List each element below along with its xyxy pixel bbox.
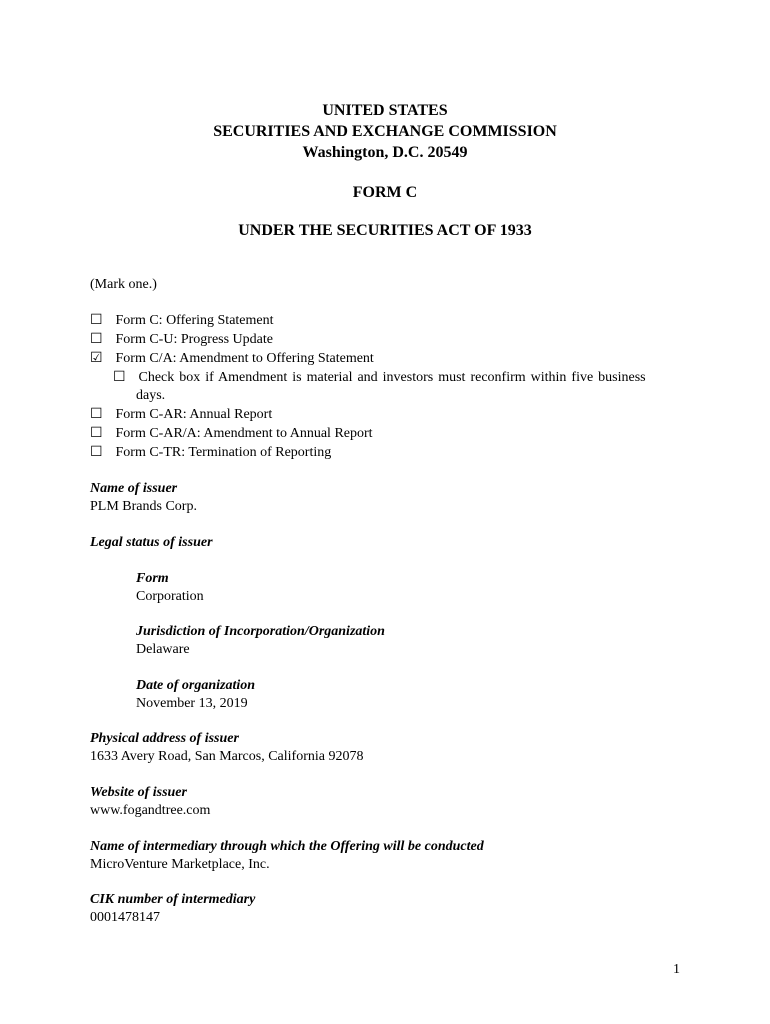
- date-of-organization-value: November 13, 2019: [136, 696, 248, 711]
- checkbox-icon[interactable]: ☐: [90, 426, 103, 441]
- physical-address-label: Physical address of issuer: [90, 731, 239, 746]
- issuer-name-value: PLM Brands Corp.: [90, 499, 197, 514]
- checkbox-row-form-c-u: [90, 331, 273, 349]
- intermediary-label: Name of intermediary through which the Offering will be conducted: [90, 839, 484, 854]
- header-line-2: SECURITIES AND EXCHANGE COMMISSION: [213, 123, 557, 140]
- page-number: 1: [673, 962, 680, 977]
- checkbox-row-material-amendment: [113, 369, 646, 387]
- checkbox-label: Form C-AR/A: Amendment to Annual Report: [115, 426, 373, 441]
- checked-checkbox-icon[interactable]: ☑: [90, 351, 103, 366]
- checkbox-row-form-c-ar-a: [90, 425, 373, 443]
- checkbox-label: Form C: Offering Statement: [115, 313, 274, 328]
- physical-address-value: 1633 Avery Road, San Marcos, California 92078: [90, 749, 364, 764]
- checkbox-row-form-c-tr: [90, 444, 331, 462]
- jurisdiction-value: Delaware: [136, 642, 190, 657]
- intermediary-value: MicroVenture Marketplace, Inc.: [90, 857, 270, 872]
- date-of-organization-label: Date of organization: [136, 678, 256, 693]
- checkbox-label: Form C-TR: Termination of Reporting: [115, 445, 332, 460]
- header-line-1: UNITED STATES: [322, 102, 448, 119]
- checkbox-icon[interactable]: ☐: [90, 445, 103, 460]
- checkbox-row-form-c-a: [90, 350, 374, 368]
- checkbox-label: Form C-AR: Annual Report: [115, 407, 273, 422]
- website-label: Website of issuer: [90, 785, 187, 800]
- checkbox-label: Form C/A: Amendment to Offering Statement: [115, 351, 374, 366]
- website-value[interactable]: www.fogandtree.com: [90, 803, 211, 818]
- form-title: FORM C: [352, 184, 418, 201]
- cik-value: 0001478147: [90, 910, 160, 925]
- checkbox-icon[interactable]: ☐: [113, 370, 126, 385]
- form-label: Form: [136, 571, 169, 586]
- checkbox-icon[interactable]: ☐: [90, 407, 103, 422]
- header-line-3: Washington, D.C. 20549: [302, 144, 468, 161]
- mark-one-instruction: (Mark one.): [90, 277, 157, 292]
- jurisdiction-label: Jurisdiction of Incorporation/Organization: [136, 624, 385, 639]
- act-title: UNDER THE SECURITIES ACT OF 1933: [238, 222, 532, 239]
- form-value: Corporation: [136, 589, 204, 604]
- legal-status-label: Legal status of issuer: [90, 535, 213, 550]
- checkbox-icon[interactable]: ☐: [90, 332, 103, 347]
- cik-label: CIK number of intermediary: [90, 892, 256, 907]
- checkbox-label: Check box if Amendment is material and investors must reconfirm within five business: [138, 370, 646, 385]
- checkbox-row-form-c-ar: [90, 406, 272, 424]
- checkbox-label: Form C-U: Progress Update: [115, 332, 273, 347]
- checkbox-icon[interactable]: ☐: [90, 313, 103, 328]
- issuer-name-label: Name of issuer: [90, 481, 178, 496]
- checkbox-row-form-c: [90, 312, 274, 330]
- checkbox-label-continued: days.: [136, 388, 166, 403]
